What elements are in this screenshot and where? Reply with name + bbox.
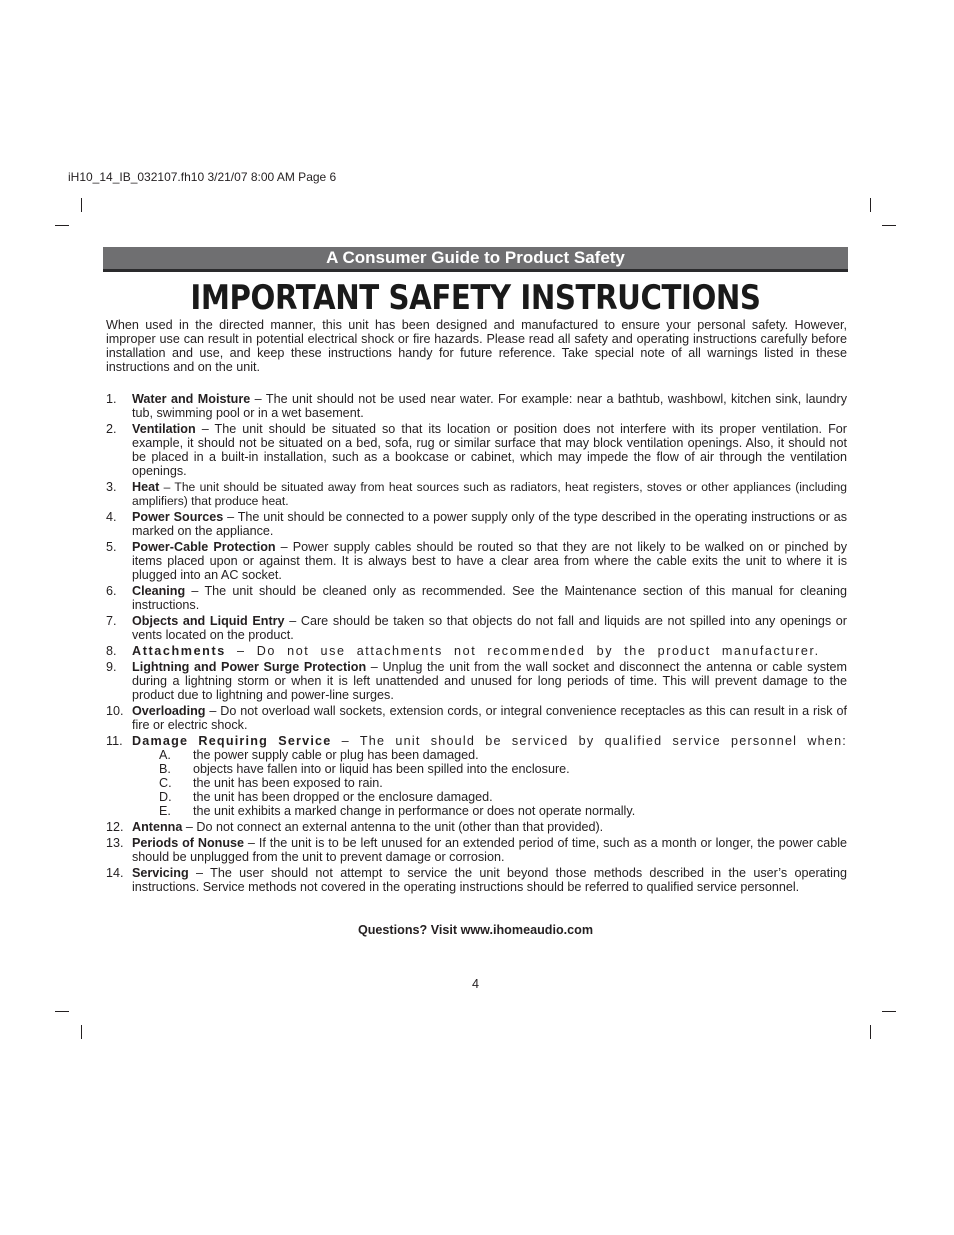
item-number: 8. [106,644,117,658]
list-item [106,584,847,612]
list-item [106,392,847,420]
item-title: Heat [132,480,160,494]
item-number: 10. [106,704,124,718]
condition-text: objects have fallen into or liquid has been spilled into the enclosure. [193,762,570,776]
crop-mark-top-left-vertical [81,198,82,212]
item-number: 9. [106,660,117,674]
item-title: Cleaning [132,584,186,598]
crop-mark-bottom-left-vertical [81,1025,82,1039]
item-text: – The unit should be cleaned only as recommended. See the Maintenance section of this manual for cleaning instructions. [132,584,847,612]
list-item [106,836,847,864]
item-number: 14. [106,866,124,880]
item-text: – The user should not attempt to service the unit beyond those methods described in the user’s operating instructions. Service methods not covered in the operating instructions should be referred to qualified service personnel. [132,866,847,894]
item-number: 7. [106,614,117,628]
list-item [106,644,847,658]
condition-letter: C. [159,776,172,790]
item-number: 12. [106,820,124,834]
item-text: – The unit should be situated away from heat sources such as radiators, heat registers, stoves or other appliances (including amplifiers) that produce heat. [132,480,847,508]
condition-text: the unit exhibits a marked change in performance or does not operate normally. [193,804,636,818]
condition-text: the power supply cable or plug has been damaged. [193,748,479,762]
list-item [106,510,847,538]
list-item [106,422,847,478]
list-item [132,762,847,776]
item-title: Servicing [132,866,189,880]
list-item [106,540,847,582]
item-text: – Do not use attachments not recommended by the product manufacturer. [225,644,820,658]
footer-website-note: Questions? Visit www.ihomeaudio.com [357,923,594,937]
list-item [106,660,847,702]
item-number: 5. [106,540,117,554]
item-number: 11. [106,734,123,748]
condition-letter: A. [159,748,171,762]
list-item [106,704,847,732]
item-title: Water and Moisture [132,392,251,406]
item-text: – Do not overload wall sockets, extension cords, or integral convenience receptacles as this can result in a risk of fire or electric shock. [132,704,847,732]
condition-letter: B. [159,762,171,776]
list-item [106,614,847,642]
item-number: 4. [106,510,117,524]
item-number: 2. [106,422,117,436]
item-text: – Unplug the unit from the wall socket and disconnect the antenna or cable system during a lightning storm or when it is left unattended and unused for long periods of time. This will prevent damage to the product due to lightning and power-line surges. [132,660,847,702]
condition-letter: D. [159,790,172,804]
section-banner: A Consumer Guide to Product Safety [103,247,848,272]
item-text: – The unit should not be used near water. For example: near a bathtub, washbowl, kitchen sink, laundry tub, swimming pool or in a wet basement. [132,392,848,420]
item-number: 13. [106,836,124,850]
intro-paragraph: When used in the directed manner, this unit has been designed and manufactured to ensure your personal safety. However, improper use can result in potential electrical shock or fire hazards. Please read all safety and operating instructions carefully before installation and use, and keep these instructions handy for future reference. Take special note of all warnings listed in these instructions and on the unit. [106,318,847,374]
page-number: 4 [471,977,479,991]
item-title: Power Sources [132,510,224,524]
crop-mark-top-right-vertical [870,198,871,212]
item-title: Ventilation [132,422,196,436]
safety-instructions-list [106,392,847,896]
page-title: IMPORTANT SAFETY INSTRUCTIONS [190,278,761,318]
list-item [106,866,847,894]
item-text: – Power supply cables should be routed so that they are not likely to be walked on or pinched by items placed upon or against them. It is always best to have a clear area from where the cable exits the unit to where it is plugged into an AC socket. [132,540,847,582]
service-conditions-list [132,748,847,818]
list-item [106,734,847,818]
condition-text: the unit has been exposed to rain. [193,776,383,790]
crop-mark-bottom-right-vertical [870,1025,871,1039]
item-text: – The unit should be connected to a power supply only of the type described in the operating instructions or as marked on the appliance. [132,510,848,538]
crop-mark-top-left-horizontal [55,225,69,226]
item-text: – The unit should be situated so that its location or position does not interfere with its proper ventilation. For example, it should not be situated on a bed, sofa, rug or similar surface that may block ventilation openings. Also, it should not be placed in a built-in installation, such as a bookcase or cabinet, which may impede the flow of air through the ventilation openings. [132,422,847,478]
item-title: Overloading [132,704,206,718]
crop-mark-top-right-horizontal [882,225,896,226]
item-text: – Care should be taken so that objects do not fall and liquids are not spilled into any openings or vents located on the product. [132,614,847,642]
item-text: – If the unit is to be left unused for an extended period of time, such as a month or longer, the power cable should be unplugged from the unit to prevent damage or corrosion. [132,836,848,864]
crop-mark-bottom-right-horizontal [882,1011,896,1012]
crop-mark-bottom-left-horizontal [55,1011,69,1012]
item-text: – Do not connect an external antenna to the unit (other than that provided). [182,820,604,834]
list-item [106,820,847,834]
item-number: 6. [106,584,117,598]
item-title: Lightning and Power Surge Protection [132,660,367,674]
condition-letter: E. [159,804,171,818]
condition-text: the unit has been dropped or the enclosure damaged. [193,790,493,804]
item-title: Power-Cable Protection [132,540,276,554]
item-title: Antenna [132,820,183,834]
print-slug-line: iH10_14_IB_032107.fh10 3/21/07 8:00 AM Page 6 [68,170,337,184]
item-number: 3. [106,480,117,494]
item-title: Objects and Liquid Entry [132,614,285,628]
list-item [106,480,847,508]
item-text: – The unit should be serviced by qualified service personnel when: [331,734,847,748]
list-item [132,776,847,790]
list-item [132,804,847,818]
item-title: Periods of Nonuse [132,836,245,850]
list-item [132,790,847,804]
item-number: 1. [106,392,117,406]
item-title: Damage Requiring Service [132,734,332,748]
list-item [132,748,847,762]
item-title: Attachments [132,644,226,658]
